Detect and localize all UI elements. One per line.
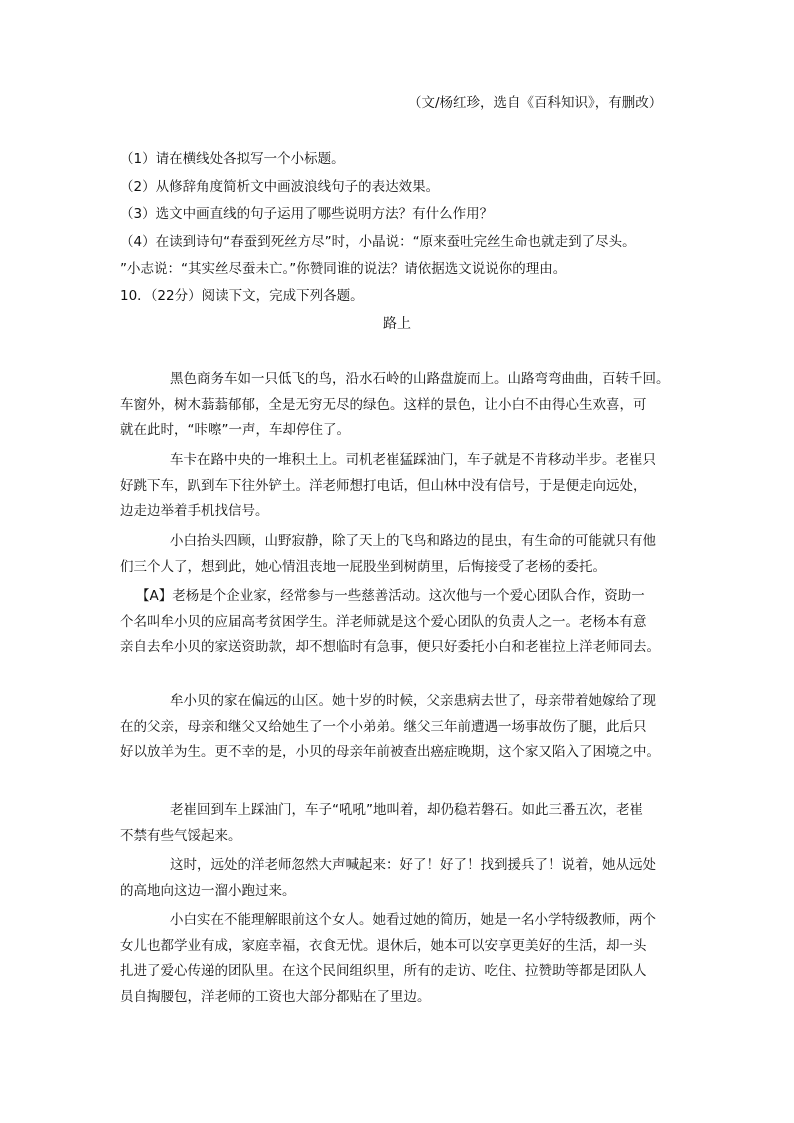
paragraph-4: 【A】老杨是个企业家，经常参与一些慈善活动。这次他与一个爱心团队合作，资助一 个名叫牟小贝的应届高考贫困学生。洋老师就是这个爱心团队的负责人之一。老杨本有意 亲自去牟小贝的家送资助款，却不想临时有急事，便只好委托小白和老崔拉上洋老师同去。	[120, 588, 660, 655]
paragraph-3: 小白抬头四顾，山野寂静，除了天上的飞鸟和路边的昆虫，有生命的可能就只有他 们三个人了，想到此，她心情沮丧地一屁股坐到树荫里，后悔接受了老杨的委托。	[120, 533, 656, 575]
paragraph-2: 车卡在路中央的一堆积土上。司机老崔猛踩油门，车子就是不肯移动半步。老崔只 好跳下车，趴到车下往外铲土。洋老师想打电话，但山林中没有信号，于是便走向远处， 边走边举着手机找信号。	[120, 452, 656, 519]
paragraph-1: 黑色商务车如一只低飞的鸟，沿水石岭的山路盘旋而上。山路弯弯曲曲，百转千回。 车窗外，树木蓊蓊郁郁，全是无穷无尽的绿色。这样的景色，让小白不由得心生欢喜，可 就在此时，“咔嚓”一声，车却停住了。	[120, 371, 670, 438]
question-10-heading: 10．（22分）阅读下文，完成下列各题。	[120, 288, 364, 304]
source-note: （文/杨红珍，选自《百科知识》，有删改）	[408, 95, 663, 111]
question-1: （1）请在横线处各拟写一个小标题。	[120, 151, 345, 167]
article-title: 路上	[383, 316, 411, 332]
paragraph-5: 牟小贝的家在偏远的山区。她十岁的时候，父亲患病去世了，母亲带着她嫁给了现 在的父亲，母亲和继父又给她生了一个小弟弟。继父三年前遭遇一场事故伤了腿，此后只 好以放羊为生。更不幸的是，小贝的母亲年前被查出癌症晚期，这个家又陷入了困境之中。	[120, 693, 660, 760]
paragraph-6: 老崔回到车上踩油门，车子“吼吼”地叫着，却仍稳若磐石。如此三番五次，老崔 不禁有些气馁起来。	[120, 802, 643, 844]
question-3: （3）选文中画直线的句子运用了哪些说明方法？有什么作用？	[120, 206, 494, 222]
paragraph-8: 小白实在不能理解眼前这个女人。她看过她的简历，她是一名小学特级教师，两个 女儿也都学业有成，家庭幸福，衣食无忧。退休后，她本可以安享更美好的生活，却一头 扎进了爱心传递的团队里。在这个民间组织里，所有的走访、吃住、拉赞助等都是团队人 员自掏腰包，洋老师的工资也大部分都贴在了里边。	[120, 912, 656, 1005]
question-2: （2）从修辞角度简析文中画波浪线句子的表达效果。	[120, 179, 440, 195]
question-4b: ”小志说：“其实丝尽蚕未亡。”你赞同谁的说法？请依据选文说说你的理由。	[120, 261, 567, 277]
question-4a: （4）在读到诗句“春蚕到死丝方尽”时，小晶说：“原来蚕吐完丝生命也就走到了尽头。	[120, 234, 636, 250]
paragraph-7: 这时，远处的洋老师忽然大声喊起来：好了！好了！找到援兵了！说着，她从远处 的高地向这边一溜小跑过来。	[120, 857, 656, 899]
